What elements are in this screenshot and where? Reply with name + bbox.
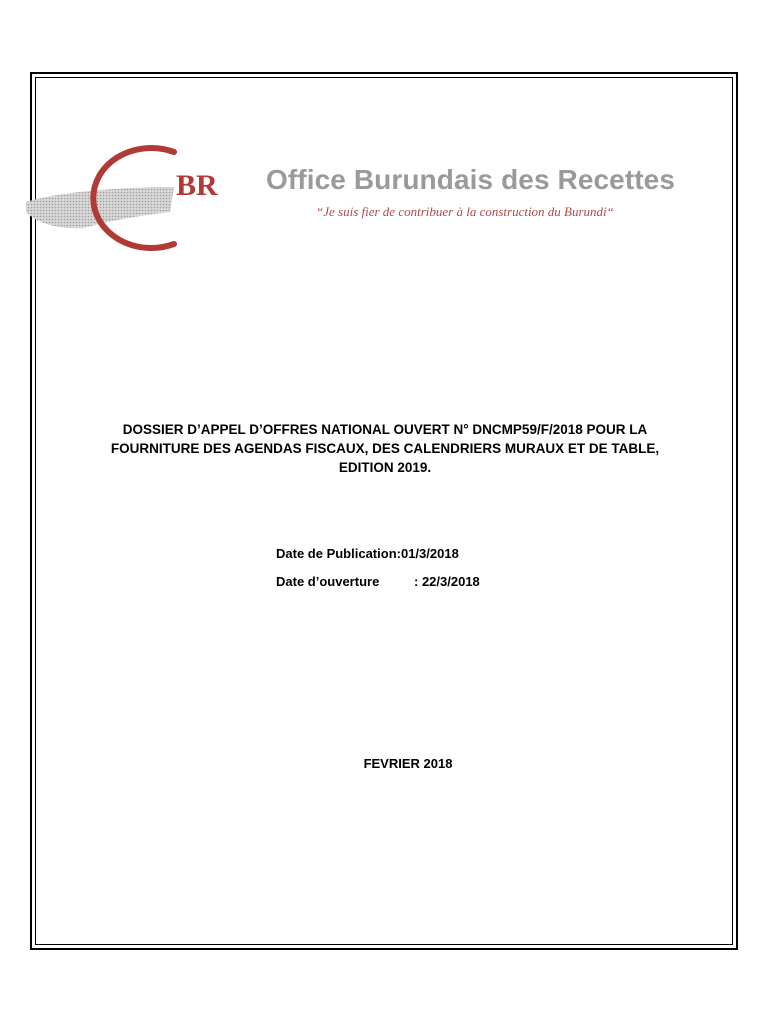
publication-date-row [276, 546, 480, 574]
title-line: FOURNITURE DES AGENDAS FISCAUX, DES CALENDRIERS MURAUX ET DE TABLE, [110, 441, 660, 456]
document-title [50, 420, 720, 477]
opening-label: Date d’ouverture [276, 574, 380, 589]
dates-block [276, 546, 480, 602]
opening-value: : 22/3/2018 [414, 574, 480, 589]
publication-value: 01/3/2018 [400, 546, 459, 561]
org-name: Office Burundais des Recettes [266, 164, 676, 195]
footer-date: FEVRIER 2018 [363, 756, 453, 771]
opening-date-row [276, 574, 480, 602]
title-line: EDITION 2019. [338, 460, 432, 475]
title-line: DOSSIER D’APPEL D’OFFRES NATIONAL OUVERT N° DNCMP59/F/2018 POUR LA [122, 422, 648, 437]
logo-initials: BR [176, 169, 218, 202]
obr-logo-icon [24, 140, 254, 255]
publication-label: Date de Publication: [276, 546, 401, 561]
org-motto: “Je suis fier de contribuer à la construction du Burundi“ [316, 204, 614, 219]
